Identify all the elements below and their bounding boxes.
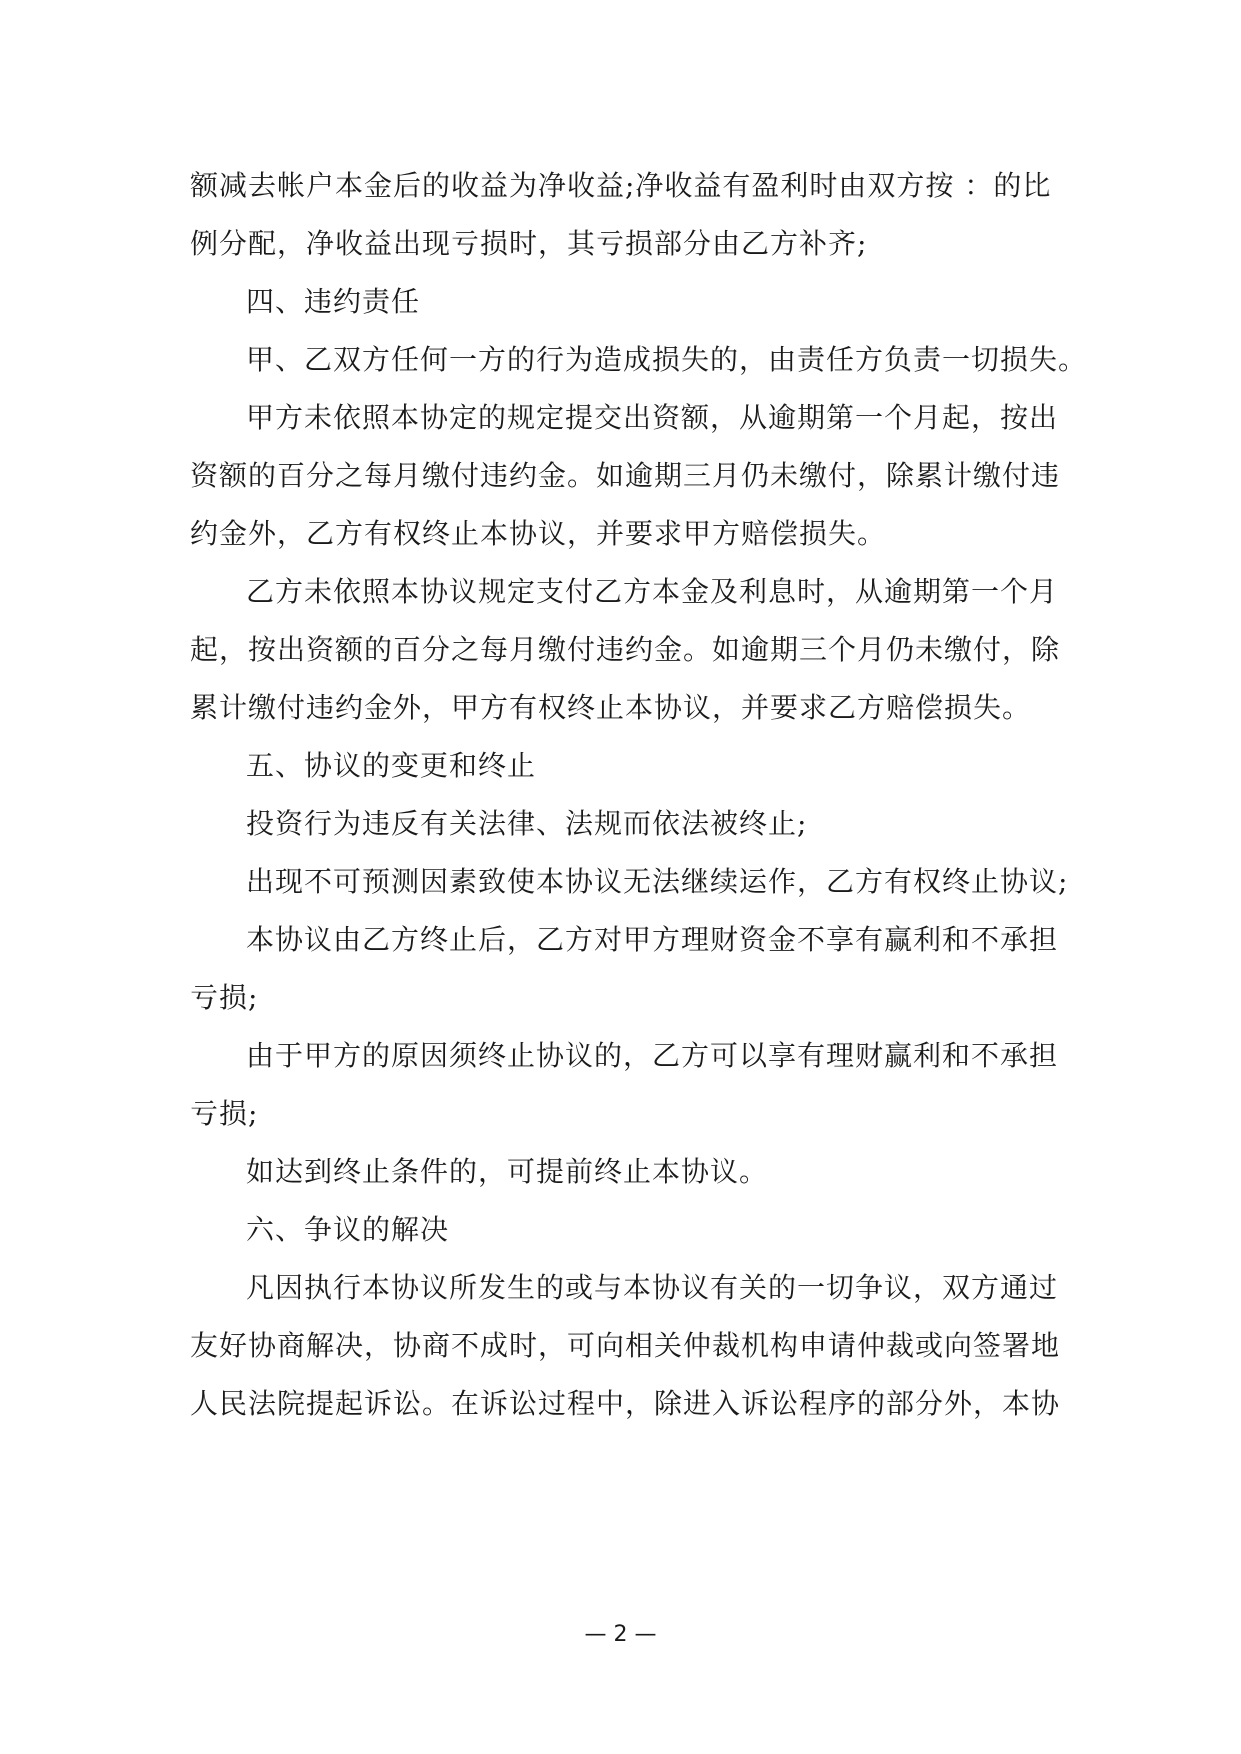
text-line: 额减去帐户本金后的收益为净收益;净收益有盈利时由双方按 ：的比 [190, 169, 1052, 202]
text-line: 亏损; [190, 1097, 259, 1130]
section-heading: 四、违约责任 [246, 285, 421, 318]
text-line: 本协议由乙方终止后，乙方对甲方理财资金不享有赢利和不承担 [246, 923, 1059, 956]
text-line: 亏损; [190, 981, 259, 1014]
text-line: 如达到终止条件的，可提前终止本协议。 [246, 1155, 769, 1188]
section-heading: 五、协议的变更和终止 [246, 749, 537, 782]
text-line: 起，按出资额的百分之每月缴付违约金。如逾期三个月仍未缴付，除 [190, 633, 1061, 666]
document-body [190, 157, 1088, 1433]
text-line: 投资行为违反有关法律、法规而依法被终止; [246, 807, 808, 840]
text-line: 乙方未依照本协议规定支付乙方本金及利息时，从逾期第一个月 [246, 575, 1059, 608]
section-heading: 六、争议的解决 [246, 1213, 450, 1246]
page-number: — 2 — [584, 1622, 657, 1647]
text-line: 人民法院提起诉讼。在诉讼过程中，除进入诉讼程序的部分外，本协 [190, 1387, 1061, 1420]
text-line: 累计缴付违约金外，甲方有权终止本协议，并要求乙方赔偿损失。 [190, 691, 1032, 724]
text-line: 约金外，乙方有权终止本协议，并要求甲方赔偿损失。 [190, 517, 887, 550]
text-line: 由于甲方的原因须终止协议的，乙方可以享有理财赢利和不承担 [246, 1039, 1059, 1072]
text-line: 甲、乙双方任何一方的行为造成损失的，由责任方负责一切损失。 [246, 343, 1088, 376]
text-line: 甲方未依照本协定的规定提交出资额，从逾期第一个月起，按出 [246, 401, 1059, 434]
text-line: 友好协商解决，协商不成时，可向相关仲裁机构申请仲裁或向签署地 [190, 1329, 1061, 1362]
text-line: 凡因执行本协议所发生的或与本协议有关的一切争议，双方通过 [246, 1271, 1059, 1304]
text-line: 例分配，净收益出现亏损时，其亏损部分由乙方补齐; [190, 227, 868, 260]
text-line: 出现不可预测因素致使本协议无法继续运作，乙方有权终止协议; [246, 865, 1069, 898]
text-line: 资额的百分之每月缴付违约金。如逾期三月仍未缴付，除累计缴付违 [190, 459, 1061, 492]
